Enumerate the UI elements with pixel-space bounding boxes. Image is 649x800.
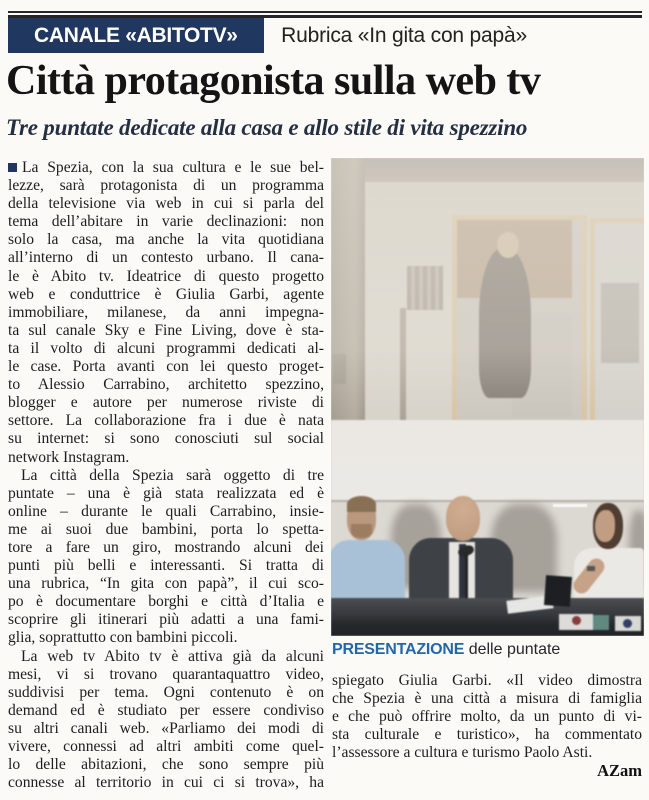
- article-line: online – durante le quali Carrabino, insie-: [8, 502, 324, 520]
- article-line: demand ed è studiato per essere condiviso: [8, 701, 324, 719]
- photo-caption: [332, 641, 644, 659]
- article-line: to Alessio Carrabino, architetto spezzino,: [8, 376, 324, 394]
- byline: AZam: [597, 761, 642, 780]
- kicker-row: [8, 18, 642, 53]
- article-line: sta culturale e turistico», ha commentato: [332, 726, 642, 744]
- article-line: suddivisi per tema. Ogni contenuto è on: [8, 683, 324, 701]
- article-line: vivere, connessi ad altri ambiti come quel-: [8, 738, 324, 755]
- square-bullet-icon: [8, 163, 17, 172]
- rubric-label: Rubrica «In gita con papà»: [281, 24, 527, 47]
- article-photo: [331, 158, 644, 636]
- article-line: lezze, sarà protagonista di un programma: [8, 177, 324, 195]
- article-line: po è documentare borghi e città d’Italia e: [8, 593, 324, 611]
- article-line: ta sul canale Sky e Fine Living, dove è sta-: [8, 321, 324, 339]
- kicker-label: CANALE «ABITOTV»: [34, 24, 238, 47]
- caption-text: delle puntate: [468, 641, 561, 658]
- article-line: network Instagram.: [8, 448, 130, 466]
- article-line: tema dell’abitare in varie declinazioni: non: [8, 213, 324, 231]
- article-line: spiegato Giulia Garbi. «Il video dimostra: [332, 672, 642, 689]
- article-line: tore a fare un giro, mostrando alcuni dei: [8, 538, 324, 556]
- article-line: che Spezia è una città a misura di famiglia: [332, 690, 642, 708]
- article-line: blogger e autore per numerose riviste di: [8, 394, 324, 412]
- article-line: web e conduttrice è Giulia Garbi, agente: [8, 285, 324, 303]
- article-line: La Spezia, con la sua cultura e le sue bel-: [8, 159, 324, 177]
- article-line: su altri canali web. «Parliamo dei modi di: [8, 719, 324, 737]
- article-line: e che può offrire molto, da un punto di vi-: [332, 708, 642, 726]
- photo-haze-overlay: [331, 158, 644, 636]
- article-line: le case. Porta avanti con lei questo proget-: [8, 358, 324, 376]
- article-line: l’assessore a cultura e turismo Paolo Asti.: [332, 744, 593, 762]
- article-line: solo la casa, ma anche la vita quotidiana: [8, 231, 324, 249]
- subheadline: Tre puntate dedicate alla casa e allo stile di vita spezzino: [6, 115, 528, 140]
- kicker-banner: [8, 18, 264, 53]
- headline: Città protagonista sulla web tv: [6, 58, 541, 104]
- article-line: all’interno di un contesto urbano. Il cana-: [8, 249, 324, 267]
- article-line: una rubrica, “In gita con papà”, il cui sco-: [8, 575, 324, 593]
- article-line: connesse al territorio in cui ci si trova», ha: [8, 774, 324, 792]
- article-line: immobiliare, milanese, da anni impegna-: [8, 303, 324, 321]
- article-line: puntate – una è già stata realizzata ed è: [8, 484, 324, 502]
- article-line: punti più belli e interessanti. Si tratta di: [8, 557, 324, 575]
- top-double-rule: [8, 11, 642, 18]
- article-line: ta il volto di alcuni programmi dedicati al-: [8, 339, 324, 357]
- article-line: La web tv Abito tv è attiva già da alcuni: [21, 647, 324, 665]
- caption-label: PRESENTAZIONE: [332, 641, 465, 658]
- article-left-column: [8, 159, 324, 792]
- article-line: mesi, vi si trovano quarantaquattro video,: [8, 665, 324, 683]
- article-line: le è Abito tv. Ideatrice di questo progetto: [8, 267, 324, 285]
- article-line: della televisione via web in cui si parla del: [8, 195, 324, 213]
- article-line: scoprire gli itinerari più adatti a una fami-: [8, 611, 324, 629]
- article-line: settore. La collaborazione fra i due è nata: [8, 412, 324, 430]
- article-line: su internet: si sono conosciuti sul social: [8, 430, 324, 448]
- article-line: lo delle abitazioni, che sono sempre più: [8, 756, 324, 774]
- article-line: me ai suoi due bambini, porta lo spetta-: [8, 520, 324, 538]
- article-line: La città della Spezia sarà oggetto di tre: [21, 466, 324, 484]
- article-line: glia, soprattutto con bambini piccoli.: [8, 629, 238, 647]
- article-right-column: [332, 672, 642, 762]
